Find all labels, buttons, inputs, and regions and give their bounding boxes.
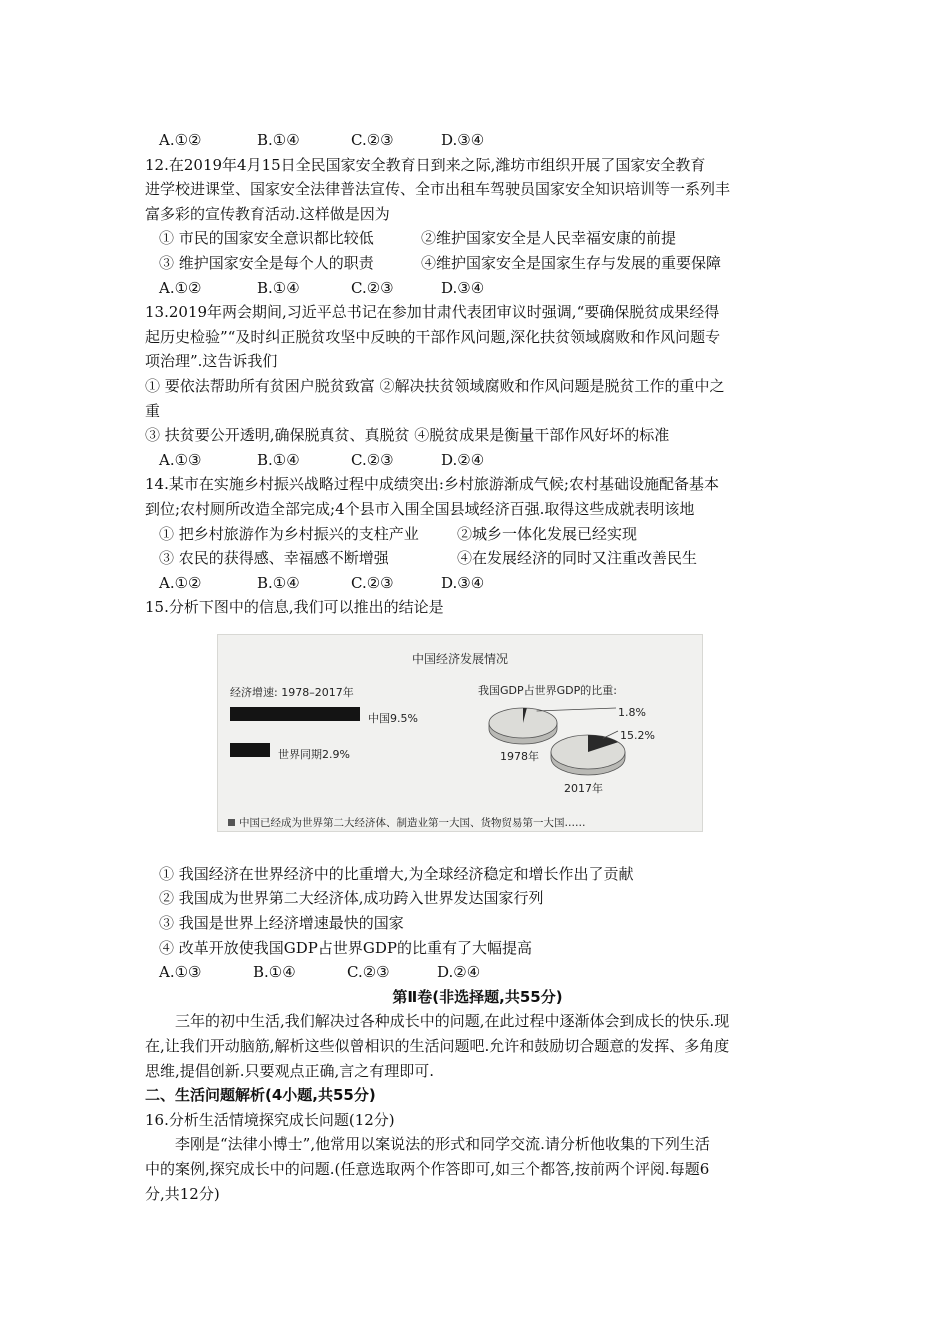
- q14-stem-1: 14.某市在实施乡村振兴战略过程中成绩突出:乡村旅游渐成气候;农村基础设施配备基本: [145, 475, 719, 494]
- q12-options: [145, 276, 810, 301]
- q13-option-b: B.①④: [257, 450, 300, 469]
- part2-heading: 第Ⅱ卷(非选择题,共55分): [392, 987, 563, 1006]
- q12-option-b: B.①④: [257, 278, 300, 297]
- part2-intro-2: 在,让我们开动脑筋,解析这些似曾相识的生活问题吧.允许和鼓励切合题意的发挥、多角度: [145, 1037, 730, 1056]
- q14-option-b: B.①④: [257, 573, 300, 592]
- q13-stem-3: 项治理”.这告诉我们: [145, 352, 278, 371]
- pie-leader-line-1: [603, 731, 618, 738]
- q12-statements-2: [145, 251, 810, 276]
- part2-intro-3: 思维,提倡创新.只要观点正确,言之有理即可.: [145, 1061, 435, 1080]
- q16-line-1: 李刚是“法律小博士”,他常用以案说法的形式和同学交流.请分析他收集的下列生活: [175, 1135, 710, 1154]
- q12-option-c: C.②③: [351, 278, 394, 297]
- pie-year-1978: 1978年: [500, 749, 539, 763]
- pie-year-2017: 2017年: [564, 781, 603, 795]
- q12-stem-1: 12.在2019年4月15日全民国家安全教育日到来之际,潍坊市组织开展了国家安全教育: [145, 155, 706, 174]
- q15-statement-3: ③ 我国是世界上经济增速最快的国家: [159, 914, 404, 933]
- q11-option-b: B.①④: [257, 131, 300, 149]
- q11-option-d: D.③④: [441, 131, 485, 149]
- q12-option-a: A.①②: [159, 278, 202, 297]
- q14-option-c: C.②③: [351, 573, 394, 592]
- growth-label: 经济增速: 1978–2017年: [230, 685, 354, 699]
- section-heading: 二、生活问题解析(4小题,共55分): [145, 1086, 376, 1105]
- pie-leader-line-0: [537, 708, 616, 711]
- q16-line-3: 分,共12分): [145, 1184, 220, 1203]
- q13-stem-2: 起历史检验”“及时纠正脱贫攻坚中反映的干部作风问题,深化扶贫领域腐败和作风问题专: [145, 327, 721, 346]
- q13-statement-1: ① 要依法帮助所有贫困户脱贫致富 ②解决扶贫领域腐败和作风问题是脱贫工作的重中之: [145, 376, 725, 395]
- chart-title: 中国经济发展情况: [411, 651, 508, 666]
- q14-s2: ②城乡一体化发展已经实现: [457, 524, 638, 543]
- q11-option-c: C.②③: [351, 131, 394, 149]
- q15-options: [145, 960, 810, 985]
- q12-s4: ④维护国家安全是国家生存与发展的重要保障: [421, 253, 722, 272]
- q14-statements-2: [145, 546, 810, 571]
- q12-option-d: D.③④: [441, 278, 485, 297]
- q15-stem: 15.分析下图中的信息,我们可以推出的结论是: [145, 598, 444, 617]
- part2-intro-1: 三年的初中生活,我们解决过各种成长中的问题,在此过程中逐渐体会到成长的快乐.现: [175, 1012, 730, 1031]
- q13-statement-1-cont: 重: [145, 401, 161, 420]
- q13-statement-3: ③ 扶贫要公开透明,确保脱真贫、真脱贫 ④脱贫成果是衡量干部作风好坏的标准: [145, 426, 670, 445]
- q15-statement-1: ① 我国经济在世界经济中的比重增大,为全球经济稳定和增长作出了贡献: [159, 864, 634, 883]
- q11-options: [145, 128, 810, 153]
- q16-title: 16.分析生活情境探究成长问题(12分): [145, 1110, 395, 1129]
- q14-option-a: A.①②: [159, 573, 202, 592]
- pie-label-1978: 1.8%: [618, 705, 646, 719]
- q13-options: [145, 448, 810, 473]
- q15-option-a: A.①③: [159, 963, 202, 982]
- q13-option-d: D.②④: [441, 450, 485, 469]
- q14-s3: ③ 农民的获得感、幸福感不断增强: [159, 549, 389, 568]
- economy-figure: [217, 634, 703, 832]
- q14-s1: ① 把乡村旅游作为乡村振兴的支柱产业: [159, 524, 419, 543]
- q16-line-2: 中的案例,探究成长中的问题.(任意选取两个作答即可,如三个都答,按前两个评阅.每题6: [145, 1160, 710, 1178]
- q13-option-a: A.①③: [159, 450, 202, 469]
- chart-note-text: 中国已经成为世界第二大经济体、制造业第一大国、货物贸易第一大国……: [239, 816, 586, 829]
- q13-stem-1: 13.2019年两会期间,习近平总书记在参加甘肃代表团审议时强调,“要确保脱贫成果经得: [145, 303, 720, 322]
- q15-statement-4: ④ 改革开放使我国GDP占世界GDP的比重有了大幅提高: [159, 938, 532, 957]
- q12-s2: ②维护国家安全是人民幸福安康的前提: [421, 229, 677, 248]
- exam-page: [145, 128, 810, 1206]
- q14-options: [145, 571, 810, 596]
- q12-s1: ① 市民的国家安全意识都比较低: [159, 229, 374, 248]
- q15-statement-2: ② 我国成为世界第二大经济体,成功跨入世界发达国家行列: [159, 889, 544, 908]
- q14-s4: ④在发展经济的同时又注重改善民生: [457, 549, 698, 568]
- q14-stem-2: 到位;农村厕所改造全部完成;4个县市入围全国县域经济百强.取得这些成就表明该地: [145, 499, 695, 518]
- q14-option-d: D.③④: [441, 573, 485, 592]
- chart-note: [228, 811, 586, 836]
- q12-stem-2: 进学校进课堂、国家安全法律普法宣传、全市出租车驾驶员国家安全知识培训等一系列丰: [145, 180, 731, 199]
- bar-label-china: 中国9.5%: [368, 711, 418, 725]
- q11-option-a: A.①②: [159, 131, 202, 149]
- q15-option-c: C.②③: [347, 963, 390, 982]
- q12-statements-1: [145, 226, 810, 251]
- q14-statements-1: [145, 522, 810, 547]
- share-label: 我国GDP占世界GDP的比重:: [478, 683, 617, 697]
- q15-option-d: D.②④: [437, 963, 481, 982]
- q12-stem-3: 富多彩的宣传教育活动.这样做是因为: [145, 204, 390, 223]
- bar-label-world: 世界同期2.9%: [278, 747, 350, 761]
- q12-s3: ③ 维护国家安全是每个人的职责: [159, 253, 374, 272]
- note-square-icon: [228, 819, 235, 826]
- q13-option-c: C.②③: [351, 450, 394, 469]
- pie-label-2017: 15.2%: [620, 728, 655, 742]
- q15-option-b: B.①④: [253, 963, 296, 982]
